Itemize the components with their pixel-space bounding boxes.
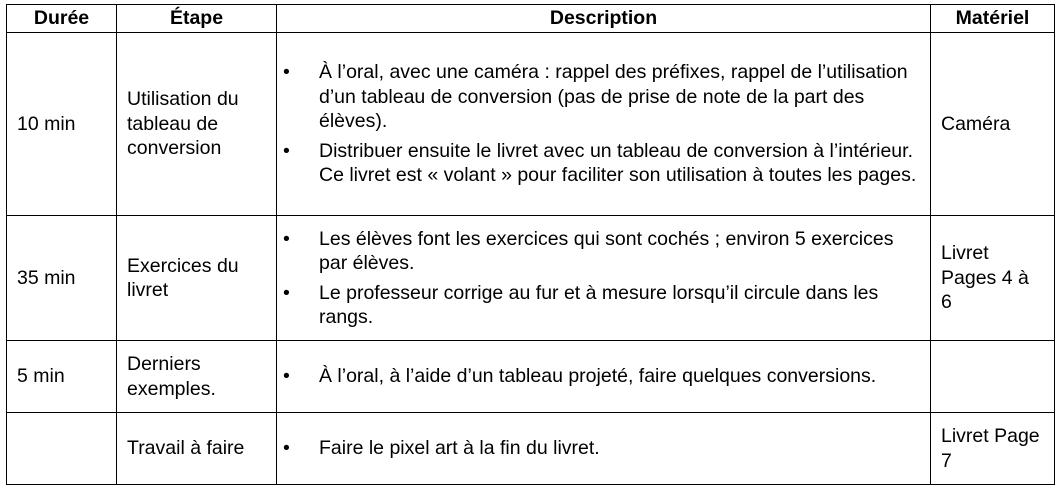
header-materiel: Matériel: [931, 5, 1055, 33]
list-item: • Les élèves font les exercices qui sont cochés ; environ 5 exercices par élèves.: [277, 227, 924, 276]
table-row: [7, 413, 1055, 485]
cell-duree: [7, 413, 117, 485]
cell-description: [277, 341, 931, 413]
cell-duree: 10 min: [7, 33, 117, 216]
description-list: [277, 60, 924, 188]
lesson-plan-table: [6, 4, 1055, 485]
list-item: • Le professeur corrige au fur et à mesure lorsqu’il circule dans les rangs.: [277, 281, 924, 330]
table-row: [7, 33, 1055, 216]
cell-description: [277, 33, 931, 216]
cell-description: [277, 413, 931, 485]
header-description: Description: [277, 5, 931, 33]
cell-etape: Exercices du livret: [117, 216, 277, 341]
cell-description: [277, 216, 931, 341]
cell-duree: 35 min: [7, 216, 117, 341]
list-item: • Distribuer ensuite le livret avec un tableau de conversion à l’intérieur. Ce livret est « volant » pour faciliter son utilisation à toutes les pages.: [277, 139, 924, 188]
cell-materiel: Livret Pages 4 à 6: [931, 216, 1055, 341]
list-item: • À l’oral, à l’aide d’un tableau projeté, faire quelques conversions.: [277, 364, 924, 389]
header-row: [7, 5, 1055, 33]
cell-materiel: Livret Page 7: [931, 413, 1055, 485]
cell-etape: Derniers exemples.: [117, 341, 277, 413]
list-item: • À l’oral, avec une caméra : rappel des préfixes, rappel de l’utilisation d’un tableau de conversion (pas de prise de note de la part des élèves).: [277, 60, 924, 134]
description-list: [277, 364, 924, 389]
description-list: [277, 436, 924, 461]
cell-duree: 5 min: [7, 341, 117, 413]
list-item: • Faire le pixel art à la fin du livret.: [277, 436, 924, 461]
header-etape: Étape: [117, 5, 277, 33]
table-row: [7, 341, 1055, 413]
table-row: [7, 216, 1055, 341]
cell-materiel: [931, 341, 1055, 413]
cell-etape: Utilisation du tableau de conversion: [117, 33, 277, 216]
cell-materiel: Caméra: [931, 33, 1055, 216]
description-list: [277, 227, 924, 330]
cell-etape: Travail à faire: [117, 413, 277, 485]
header-duree: Durée: [7, 5, 117, 33]
